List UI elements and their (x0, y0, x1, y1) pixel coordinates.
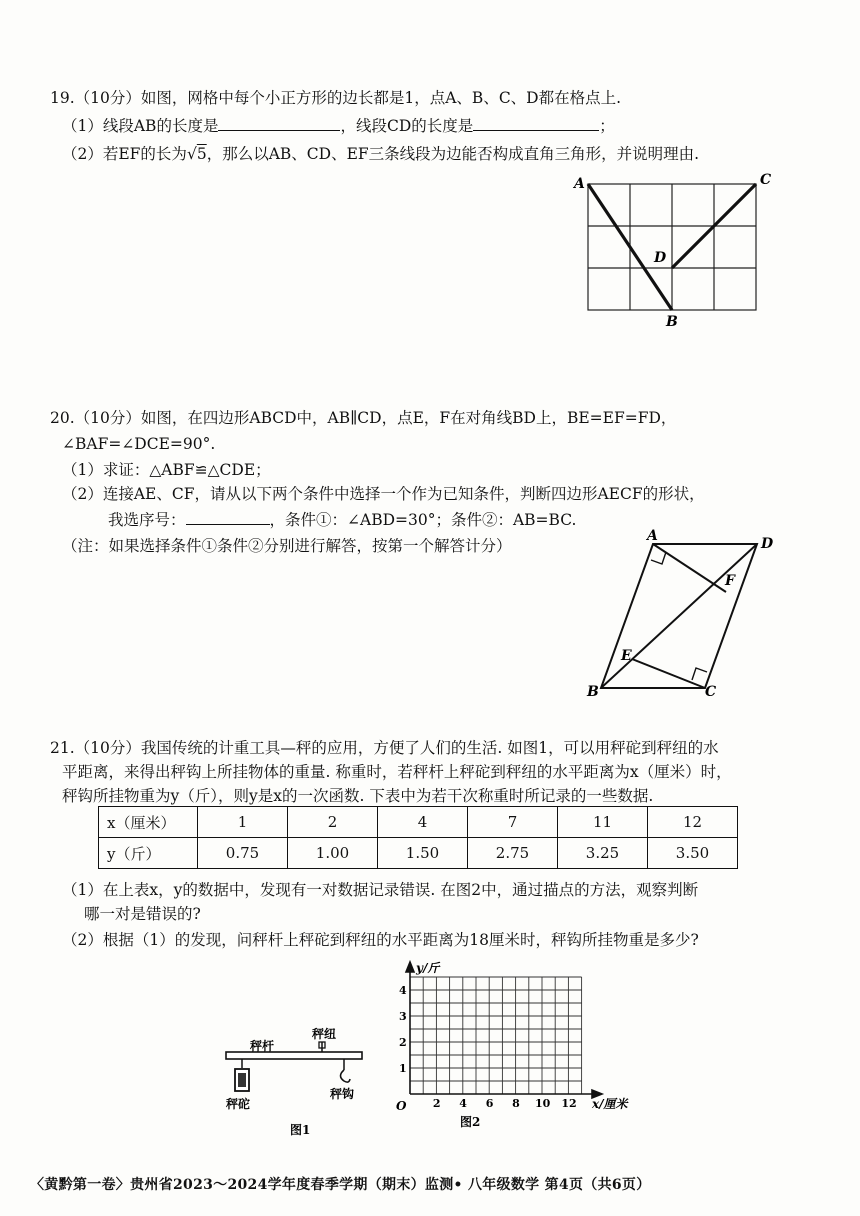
q19-part2-text: ，那么以AB、CD、EF三条线段为边能否构成直角三角形，并说明理由. (206, 145, 700, 163)
q20-choice-blank[interactable] (186, 510, 270, 525)
x-tick-label: 6 (485, 1097, 494, 1110)
q21-line1: 21.（10分）我国传统的计重工具—秤的应用，方便了人们的生活. 如图1，可以用秤砣到秤纽的水 (50, 739, 719, 757)
q20-line1: 20.（10分）如图，在四边形ABCD中，AB∥CD，点E，F在对角线BD上，BE=EF=FD， (50, 409, 677, 427)
q21-sub1a: （1）在上表x，y的数据中，发现有一对数据记录错误. 在图2中，通过描点的方法，观察判断 (62, 881, 699, 899)
table-cell: 12 (648, 807, 738, 838)
q21-sub2: （2）根据（1）的发现，问秤杆上秤砣到秤纽的水平距离为18厘米时，秤钩所挂物重是多少? (62, 931, 699, 949)
label-D: D (761, 536, 774, 552)
q21-line2: 平距离，来得出秤钩上所挂物体的重量. 称重时，若秤杆上秤砣到秤纽的水平距离为x（厘米）时， (62, 763, 732, 781)
fig1-caption: 图1 (290, 1123, 311, 1137)
x-axis-label: x/厘米 (592, 1097, 628, 1111)
q20-line5 (108, 510, 576, 530)
label-C: C (760, 172, 772, 188)
q19-grid-figure (570, 172, 780, 328)
table-cell: 1.50 (378, 838, 468, 869)
y-tick-label: 2 (399, 1036, 407, 1049)
table-header-x: x（厘米） (99, 807, 198, 838)
x-tick-label: 4 (459, 1097, 467, 1110)
q19-line1: 19.（10分）如图，网格中每个小正方形的边长都是1，点A、B、C、D都在格点上. (50, 89, 622, 107)
label-tuo: 秤砣 (226, 1097, 251, 1111)
label-D: D (654, 250, 667, 266)
q21-sub1b: 哪一对是错误的? (84, 905, 201, 923)
label-B: B (666, 314, 678, 328)
table-cell: 1.00 (288, 838, 378, 869)
y-tick-label: 1 (399, 1062, 407, 1075)
q19-ab-blank[interactable] (218, 116, 340, 131)
q19-line3 (62, 144, 699, 164)
q19-cd-text: ，线段CD的长度是 (340, 117, 474, 135)
q20-line3: （1）求证：△ABF≌△CDE； (62, 461, 271, 479)
x-tick-label: 12 (561, 1097, 577, 1110)
sqrt-radicand: 5 (196, 145, 207, 163)
label-niu: 秤纽 (312, 1027, 337, 1041)
table-cell: 3.25 (558, 838, 648, 869)
q19-cd-blank[interactable] (473, 116, 599, 131)
q20-choice-label: 我选序号： (108, 511, 186, 529)
table-cell: 4 (378, 807, 468, 838)
y-tick-label: 3 (399, 1010, 407, 1023)
steelyard-figure (220, 1020, 370, 1138)
table-cell: 7 (468, 807, 558, 838)
label-A: A (647, 528, 658, 544)
data-table (98, 806, 738, 869)
table-row-y (99, 838, 738, 869)
table-row-x (99, 807, 738, 838)
sqrt-symbol: √ (186, 145, 197, 163)
fig2-caption: 图2 (460, 1115, 481, 1129)
label-E: E (621, 648, 632, 664)
coordinate-grid-figure (384, 960, 640, 1135)
q19-part2-label: （2）若EF的长为 (62, 145, 187, 163)
table-cell: 2.75 (468, 838, 558, 869)
table-header-y: y（斤） (99, 838, 198, 869)
x-tick-label: 10 (535, 1097, 551, 1110)
q19-line2 (62, 116, 615, 136)
q20-conditions: ，条件①：∠ABD=30°；条件②：AB=BC. (269, 511, 577, 529)
q20-line4: （2）连接AE、CF，请从以下两个条件中选择一个作为已知条件，判断四边形AECF的形状， (62, 485, 705, 503)
page-footer: 〈黄黔第一卷〉贵州省2023～2024学年度春季学期（期末）监测• 八年级数学 第4页（共6页） (30, 1177, 651, 1193)
label-C: C (705, 684, 717, 700)
label-F: F (725, 573, 735, 589)
table-cell: 0.75 (198, 838, 288, 869)
table-cell: 11 (558, 807, 648, 838)
origin-label: O (396, 1099, 407, 1113)
label-B: B (587, 684, 599, 700)
q20-line2: ∠BAF=∠DCE=90°. (62, 435, 216, 453)
table-cell: 3.50 (648, 838, 738, 869)
label-gou: 秤钩 (330, 1087, 355, 1101)
q19-part1-label: （1）线段AB的长度是 (62, 117, 219, 135)
q21-line3: 秤钩所挂物重为y（斤），则y是x的一次函数. 下表中为若干次称重时所记录的一些数据. (62, 787, 654, 805)
label-gan: 秤杆 (250, 1039, 275, 1053)
label-A: A (574, 176, 585, 192)
y-axis-label: y/斤 (416, 961, 440, 975)
q20-note: （注：如果选择条件①条件②分别进行解答，按第一个解答计分） (62, 537, 512, 555)
q20-quadrilateral-figure (585, 528, 785, 702)
y-tick-label: 4 (399, 984, 407, 997)
table-cell: 1 (198, 807, 288, 838)
table-cell: 2 (288, 807, 378, 838)
q19-semicolon: ； (599, 117, 615, 135)
x-tick-label: 8 (512, 1097, 520, 1110)
x-tick-label: 2 (432, 1097, 441, 1110)
